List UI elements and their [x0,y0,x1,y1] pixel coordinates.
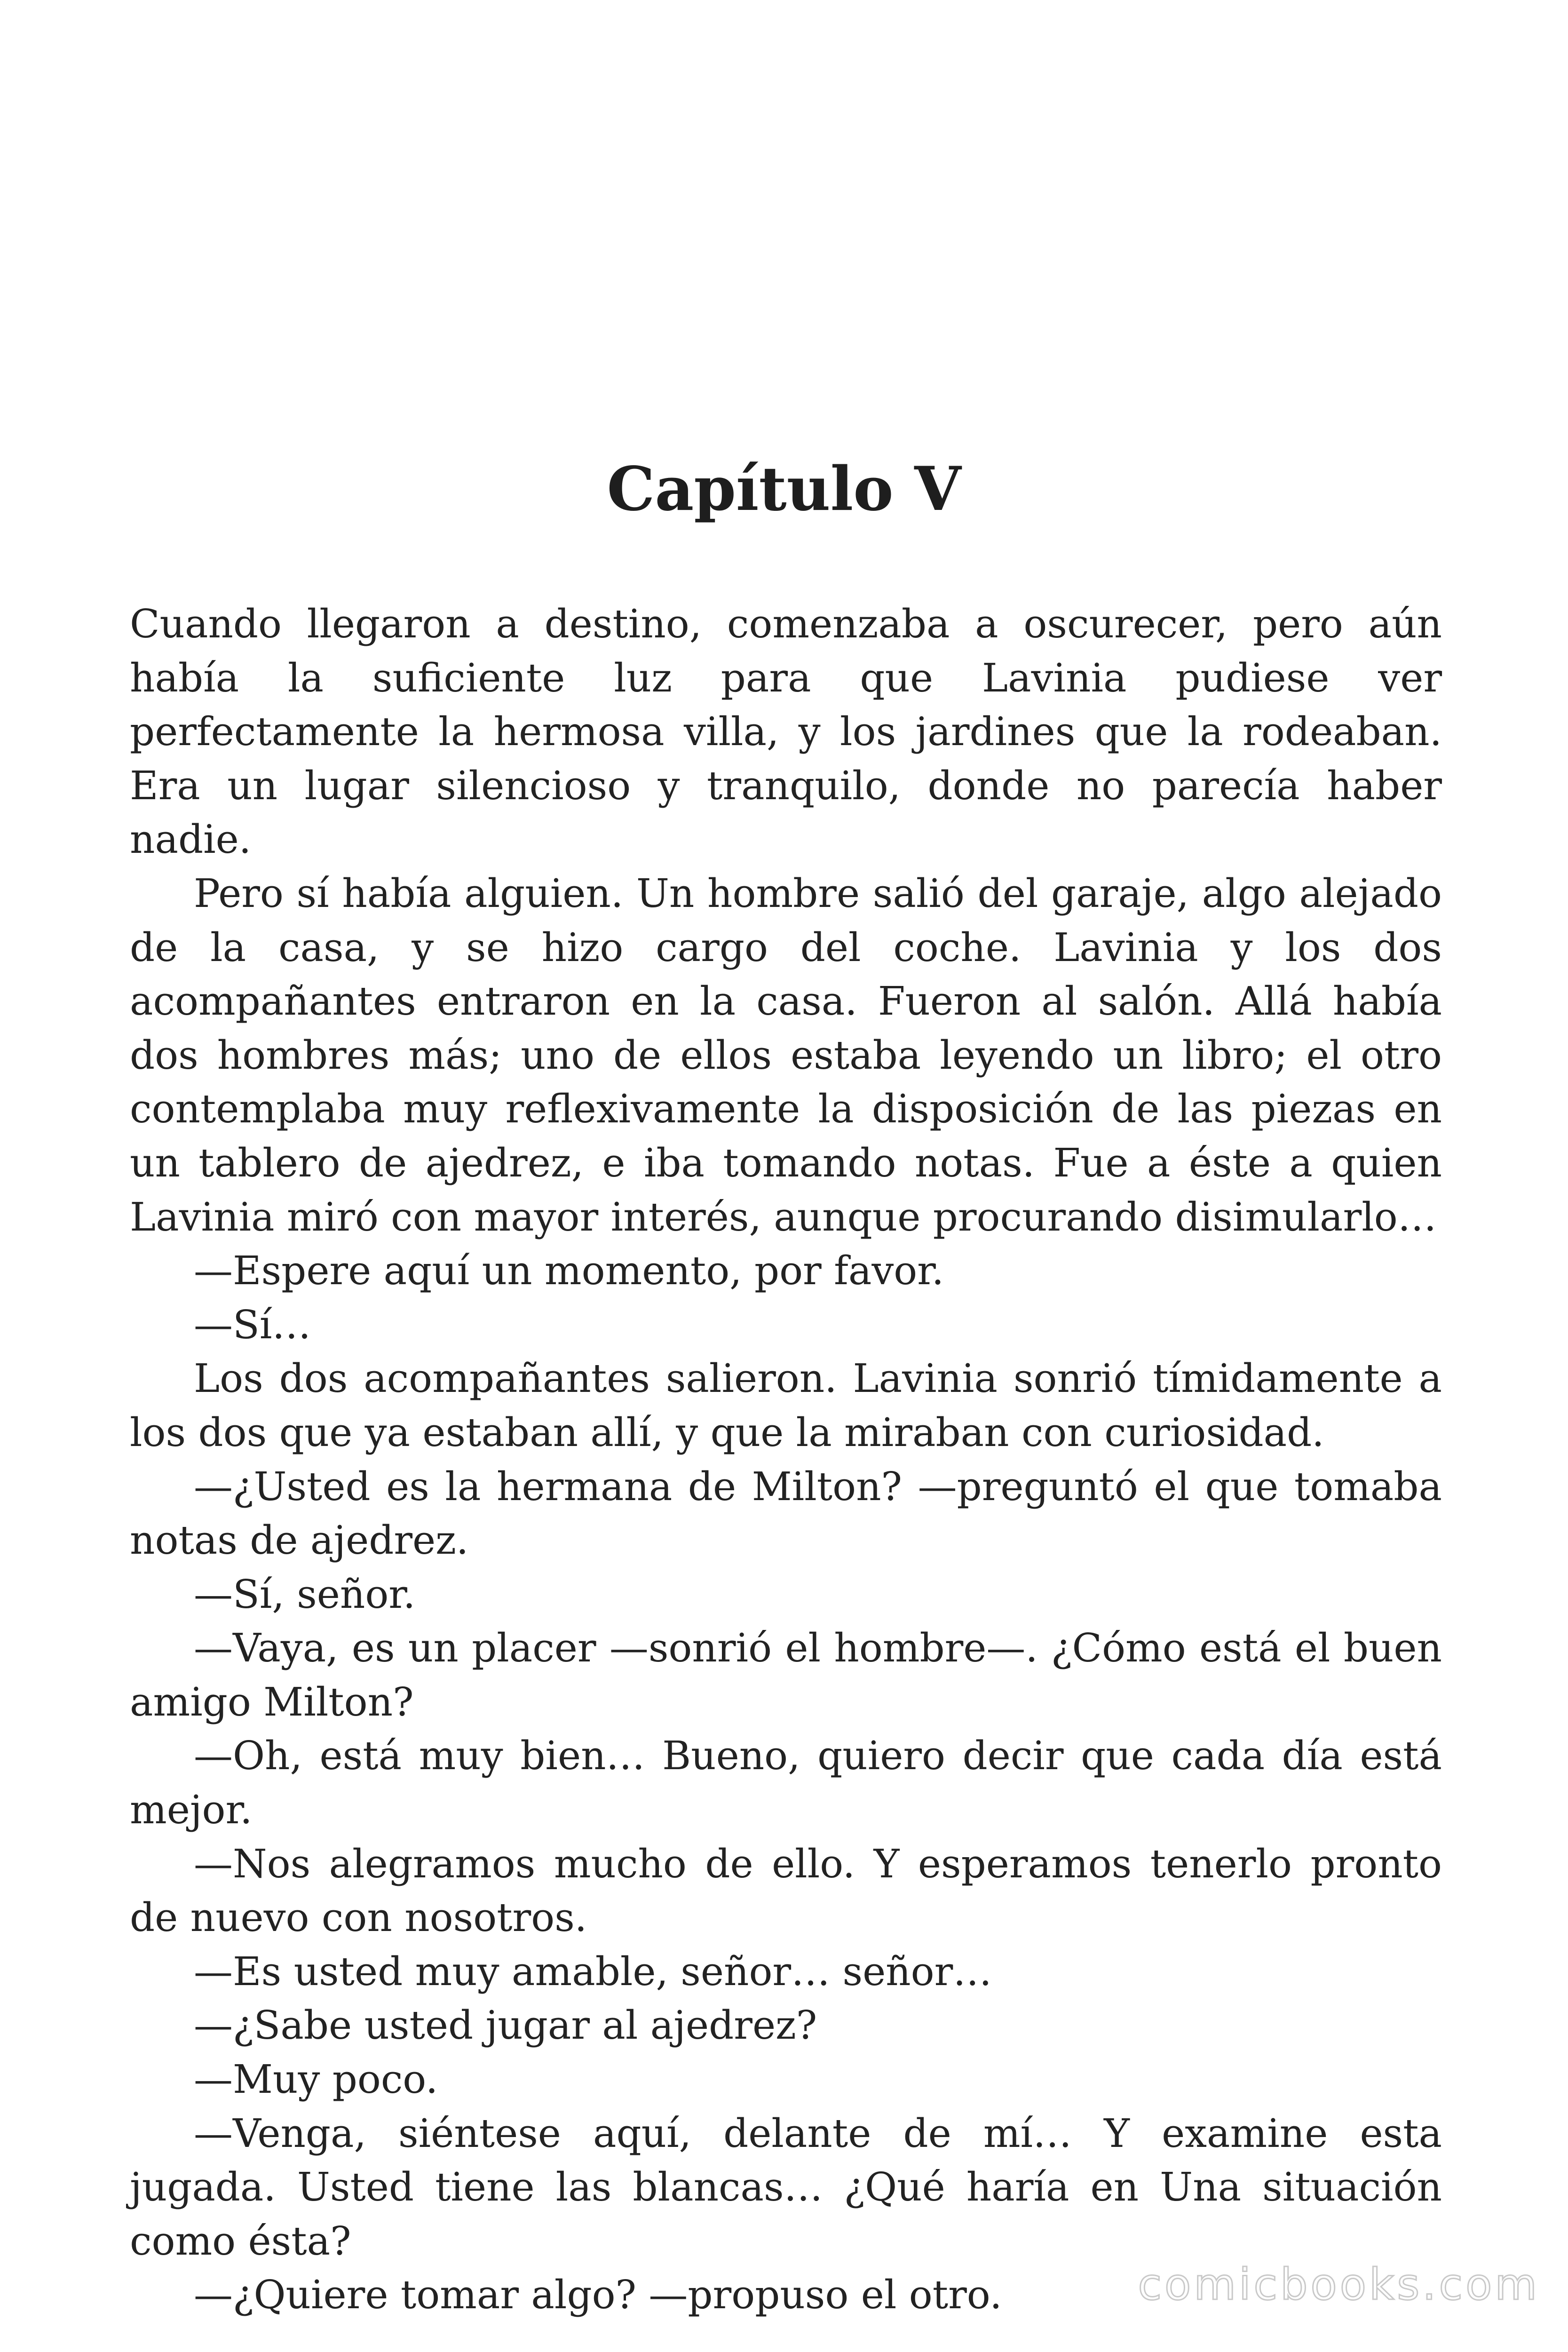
dialogue-line: —¿Quiere tomar algo? —propuso el otro. [194,2272,1002,2318]
dialogue-line: —Nos alegramos mucho de ello. Y esperamos tenerlo pronto de nuevo con nosotros. [130,1841,1442,1941]
paragraph: Los dos acompañantes salieron. Lavinia sonrió tímidamente a los dos que ya estaban allí, y que la miraban con curiosidad. [130,1356,1442,1455]
dialogue-line: —¿Sabe usted jugar al ajedrez? [194,2002,817,2049]
dialogue-line: —Es usted muy amable, señor… señor… [194,1948,992,1994]
chapter-title: Capítulo V [607,454,961,524]
body-text [130,597,1442,2322]
watermark: comicbooks.com [1138,2259,1540,2310]
dialogue-line: —Venga, siéntese aquí, delante de mí… Y examine esta jugada. Usted tiene las blancas… ¿Qué haría en Una situación como ésta? [130,2110,1442,2264]
dialogue-line: —¿Usted es la hermana de Milton? —preguntó el que tomaba notas de ajedrez. [130,1463,1442,1564]
dialogue-line: —Sí… [194,1302,311,1348]
dialogue-line: —Oh, está muy bien… Bueno, quiero decir que cada día está mejor. [130,1733,1442,1833]
dialogue-line: —Muy poco. [194,2057,438,2103]
dialogue-line: —Espere aquí un momento, por favor. [194,1248,944,1294]
dialogue-line: —Vaya, es un placer —sonrió el hombre—. ¿Cómo está el buen amigo Milton? [130,1625,1442,1725]
paragraph: Pero sí había alguien. Un hombre salió del garaje, algo alejado de la casa, y se hizo cargo del coche. Lavinia y los dos acompañantes entraron en la casa. Fueron al salón. Allá había dos hombres más; uno de ellos estaba leyendo un libro; el otro contemplaba muy reflexivamente la disposición de las piezas en un tablero de ajedrez, e iba tomando notas. Fue a éste a quien Lavinia miró con mayor interés, aunque procurando disimularlo… [130,870,1442,1240]
dialogue-line: —Sí, señor. [194,1571,416,1617]
paragraph: Cuando llegaron a destino, comenzaba a oscurecer, pero aún había la suficiente luz para que Lavinia pudiese ver perfectamente la hermosa villa, y los jardines que la rodeaban. Era un lugar silencioso y tranquilo, donde no parecía haber nadie. [130,601,1442,863]
